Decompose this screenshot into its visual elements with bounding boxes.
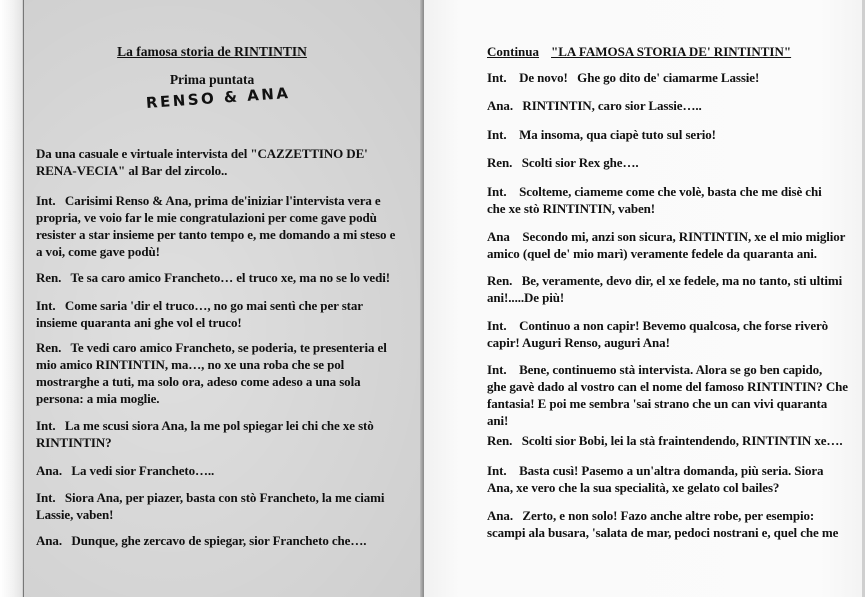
text-line: Int. De novo! Ghe go dito de' ciamarme Lassie! <box>487 70 760 85</box>
text-line: ani!.....De più! <box>487 290 565 305</box>
text-line: Ana. Dunque, ghe zercavo de spiegar, sior Francheto che…. <box>36 533 367 548</box>
text-line: Int. Ma insoma, qua ciapè tuto sul serio! <box>487 127 716 142</box>
text-line: fantasia! E poi me sembra 'sai strano che un can vivi quaranta <box>487 396 828 411</box>
text-line: scampi ala busara, 'salata de mar, pedoci nostrani e, quel che me <box>487 525 839 540</box>
text-line: Ren. Scolti sior Rex ghe…. <box>487 155 639 170</box>
text-line: Int. Come saria 'dir el truco…, no go mai sentì che per star <box>36 298 363 313</box>
left-page-subtitle: Prima puntata <box>169 72 255 87</box>
text-line: Int. Carisimi Renso & Ana, prima de'iniziar l'intervista vera e <box>36 193 381 208</box>
text-line: Ana. RINTINTIN, caro sior Lassie….. <box>487 98 702 113</box>
right-page-header <box>487 44 791 60</box>
text-line: Ana Secondo mi, anzi son sicura, RINTINTIN, xe el mio miglior <box>487 229 846 244</box>
left-page <box>0 0 424 597</box>
text-line: ghe gavè dado al vostro can el nome del famoso RINTINTIN? Che <box>487 379 848 394</box>
text-line: propria, ve voio far le mie congratulazioni per come gave podù <box>36 210 377 225</box>
text-line: Int. Bene, continuemo stà intervista. Alora se go ben capido, <box>487 362 823 377</box>
text-line: Ren. Te vedi caro amico Francheto, se poderia, te presenteria el <box>36 340 387 355</box>
text-line: Ana, xe vero che la sua specialità, xe gelato col bailes? <box>487 480 780 495</box>
text-line: mostrarghe a tuti, ma solo ora, adeso come adeso a una sola <box>36 374 361 389</box>
text-line: Ren. Te sa caro amico Francheto… el truco xe, ma no se lo vedi! <box>36 270 390 285</box>
text-line: Ren. Scolti sior Bobi, lei la stà fraintendendo, RINTINTIN xe…. <box>487 433 843 448</box>
text-line: Ana. La vedi sior Francheto….. <box>36 463 215 478</box>
text-line: che xe stò RINTINTIN, vaben! <box>487 201 656 216</box>
text-line: persona: a mia moglie. <box>36 391 160 406</box>
text-line: Int. Scolteme, ciameme come che volè, basta che me disè chi <box>487 184 822 199</box>
text-line: RENA-VECIA" al Bar del zircolo.. <box>36 163 228 178</box>
text-line: resister a star insieme per tanto tempo e, me domando a mi steso e <box>36 227 396 242</box>
text-line: a voi, come gave podù! <box>36 244 160 259</box>
text-line: insieme quaranta ani ghe vol el truco! <box>36 315 242 330</box>
text-line: Lassie, vaben! <box>36 507 114 522</box>
text-line: Ana. Zerto, e non solo! Fazo anche altre robe, per esempio: <box>487 508 815 523</box>
text-line: mio amico RINTINTIN, ma…, no xe una roba che se pol <box>36 357 345 372</box>
text-line: amico (quel de' mio marì) veramente fedele da quaranta ani. <box>487 246 817 261</box>
text-line: Int. Basta cusì! Pasemo a un'altra domanda, più seria. Siora <box>487 463 824 478</box>
text-line: ani! <box>487 413 509 428</box>
continua-label: Continua <box>487 44 540 59</box>
text-line: Da una casuale e virtuale intervista del "CAZZETTINO DE' <box>36 146 368 161</box>
right-page-title: "LA FAMOSA STORIA DE' RINTINTIN" <box>551 44 792 59</box>
text-line: RINTINTIN? <box>36 435 112 450</box>
text-line: Int. Siora Ana, per piazer, basta con stò Francheto, la me ciami <box>36 490 385 505</box>
renso-ana-logo: RENSO & ANA <box>145 83 291 112</box>
text-line: Int. Continuo a non capir! Bevemo qualcosa, che forse riverò <box>487 318 829 333</box>
text-line: Ren. Be, veramente, devo dir, el xe fedele, ma no tanto, sti ultimi <box>487 273 843 288</box>
left-page-title: La famosa storia de RINTINTIN <box>117 44 307 59</box>
text-line: capir! Auguri Renso, auguri Ana! <box>487 335 670 350</box>
text-line: Int. La me scusi siora Ana, la me pol spiegar lei chi che xe stò <box>36 418 374 433</box>
